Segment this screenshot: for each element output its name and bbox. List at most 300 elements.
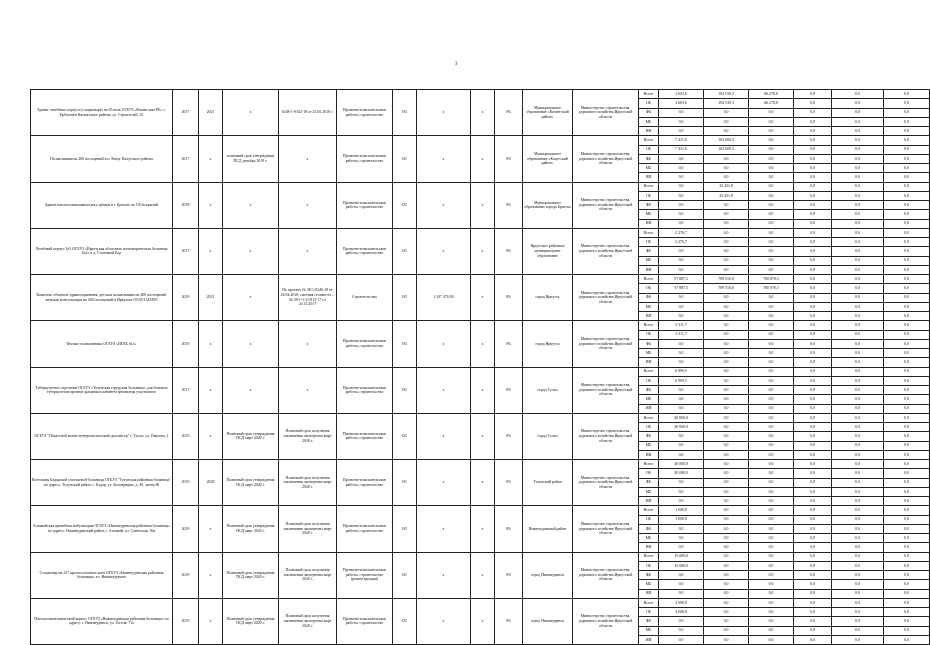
object-name: Алзамайская врачебная амбулатория ОГБУЗ «Нижнеудинская районная больница» по адресу: Нижнеудинский район, г. Алзамай, ул. Советская, 16а <box>31 506 173 552</box>
amount-cell: 0,0 <box>749 617 794 626</box>
amount-cell: 0,0 <box>884 626 930 635</box>
estimated-cost: х <box>417 552 471 598</box>
amount-cell: 0,0 <box>704 367 749 376</box>
amount-cell: 0,0 <box>884 561 930 570</box>
amount-cell: 0,0 <box>704 358 749 367</box>
amount-cell: 0,0 <box>704 386 749 395</box>
amount-cell: 103 600,3 <box>704 145 749 154</box>
amount-cell: 0,0 <box>704 487 749 496</box>
amount-cell: 0,0 <box>659 256 704 265</box>
amount-cell: 0,0 <box>794 238 832 247</box>
object-name: Здание лечебного корпуса (стационара) на 35 коек ОГБУЗ «Катангская РБ» с. Ербогачен Катангского района, ул. Строителей, 25 <box>31 90 173 136</box>
amount-cell: 0,0 <box>884 256 930 265</box>
amount-cell: 0,0 <box>884 210 930 219</box>
ownership-form: ОС <box>393 367 417 413</box>
amount-cell: 0,0 <box>884 117 930 126</box>
amount-cell: 0,0 <box>704 321 749 330</box>
amount-cell: 0,0 <box>794 376 832 385</box>
amount-cell: 0,0 <box>794 312 832 321</box>
amount-cell: 30 000,0 <box>659 423 704 432</box>
psd-approval: х <box>223 275 279 321</box>
amount-cell: 6 999,5 <box>659 376 704 385</box>
funding-source: ОБ <box>639 561 659 570</box>
amount-cell: 0,0 <box>704 608 749 617</box>
amount-cell: 0,0 <box>704 330 749 339</box>
ownership-form: ОС <box>393 136 417 182</box>
amount-cell: 0,0 <box>704 506 749 515</box>
capacity: х <box>471 460 495 506</box>
readiness-percent: 0% <box>495 506 523 552</box>
amount-cell: 0,0 <box>832 367 884 376</box>
end-year: х <box>199 506 223 552</box>
object-name: Патологоанатомический корпус ОГБУЗ «Нижнеудинская районная больница» по адресу: г. Нижнеудинск, ул. Гоголя, 71а <box>31 598 173 644</box>
amount-cell: 0,0 <box>884 238 930 247</box>
amount-cell: 0,0 <box>832 210 884 219</box>
amount-cell: 0,0 <box>749 395 794 404</box>
amount-cell: 0,0 <box>884 367 930 376</box>
funding-source: Всего <box>639 598 659 607</box>
amount-cell: 0,0 <box>884 395 930 404</box>
amount-cell: 0,0 <box>749 441 794 450</box>
amount-cell: 0,0 <box>794 423 832 432</box>
ownership-form: ОС <box>393 275 417 321</box>
amount-cell: 0,0 <box>704 265 749 274</box>
amount-cell: 0,0 <box>659 302 704 311</box>
amount-cell: 0,0 <box>659 534 704 543</box>
amount-cell: 0,0 <box>884 358 930 367</box>
ownership-form: ОС <box>393 413 417 459</box>
amount-cell: 0,0 <box>794 487 832 496</box>
amount-cell: 0,0 <box>884 219 930 228</box>
start-year: 2019 <box>173 275 199 321</box>
amount-cell: 0,0 <box>832 339 884 348</box>
funding-source: Всего <box>639 552 659 561</box>
amount-cell: 0,0 <box>659 450 704 459</box>
capacity: х <box>471 506 495 552</box>
funding-source: Всего <box>639 367 659 376</box>
amount-cell: 0,0 <box>884 302 930 311</box>
amount-cell: 3 603,6 <box>659 99 704 108</box>
amount-cell: 0,0 <box>749 571 794 580</box>
construction-register-table <box>30 89 930 645</box>
amount-cell: 0,0 <box>659 395 704 404</box>
amount-cell: 0,0 <box>659 349 704 358</box>
amount-cell: 0,0 <box>749 506 794 515</box>
amount-cell: 0,0 <box>884 265 930 274</box>
amount-cell: 0,0 <box>749 413 794 422</box>
amount-cell: 0,0 <box>749 626 794 635</box>
funding-source: ИИ <box>639 635 659 644</box>
amount-cell: 0,0 <box>749 561 794 570</box>
amount-cell: 0,0 <box>832 293 884 302</box>
estimated-cost: х <box>417 598 471 644</box>
amount-cell: 0,0 <box>832 469 884 478</box>
funding-source: ОБ <box>639 99 659 108</box>
amount-cell: 0,0 <box>884 432 930 441</box>
amount-cell: 0,0 <box>704 219 749 228</box>
work-type: Проектно-изыскательские работы, строительство <box>337 228 393 274</box>
amount-cell: 0,0 <box>659 173 704 182</box>
amount-cell: 0,0 <box>659 524 704 533</box>
amount-cell: 103 600,3 <box>704 136 749 145</box>
amount-cell: 0,0 <box>794 497 832 506</box>
amount-cell: 0,0 <box>832 191 884 200</box>
funding-source: ИИ <box>639 404 659 413</box>
amount-cell: 0,0 <box>704 349 749 358</box>
capacity: х <box>471 275 495 321</box>
expertise-conclusion: Плановый срок получения заключения экспертизы март 2020 г. <box>279 552 337 598</box>
funding-source: МБ <box>639 302 659 311</box>
amount-cell: 0,0 <box>704 302 749 311</box>
amount-cell: 0,0 <box>884 571 930 580</box>
capacity: х <box>471 367 495 413</box>
work-type: Проектно-изыскательские работы, строительство <box>337 136 393 182</box>
amount-cell: 0,0 <box>832 561 884 570</box>
amount-cell: 0,0 <box>794 145 832 154</box>
amount-cell: 0,0 <box>749 293 794 302</box>
amount-cell: 0,0 <box>659 497 704 506</box>
municipality: город Иркутск <box>523 275 573 321</box>
amount-cell: 0,0 <box>884 478 930 487</box>
amount-cell: 0,0 <box>749 543 794 552</box>
municipality: Иркутское районное муниципальное образование <box>523 228 573 274</box>
municipality: город Тулун <box>523 413 573 459</box>
estimated-cost: х <box>417 321 471 367</box>
table-row <box>31 321 930 330</box>
amount-cell: 0,0 <box>794 506 832 515</box>
amount-cell: 0,0 <box>832 617 884 626</box>
amount-cell: 0,0 <box>794 154 832 163</box>
amount-cell: 0,0 <box>794 284 832 293</box>
amount-cell: 4 000,0 <box>659 598 704 607</box>
amount-cell: 0,0 <box>832 256 884 265</box>
amount-cell: 780 070,5 <box>749 275 794 284</box>
readiness-percent: 0% <box>495 136 523 182</box>
amount-cell: 0,0 <box>794 561 832 570</box>
amount-cell: 0,0 <box>832 117 884 126</box>
psd-approval: Плановый срок утверждения ПСД март 2020 г. <box>223 460 279 506</box>
amount-cell: 0,0 <box>832 543 884 552</box>
amount-cell: 0,0 <box>704 395 749 404</box>
estimated-cost: х <box>417 228 471 274</box>
amount-cell: 3 311,7 <box>659 330 704 339</box>
estimated-cost: х <box>417 460 471 506</box>
table-row <box>31 460 930 469</box>
amount-cell: 0,0 <box>749 312 794 321</box>
amount-cell: 0,0 <box>749 349 794 358</box>
amount-cell: 0,0 <box>659 108 704 117</box>
amount-cell: 0,0 <box>884 127 930 136</box>
amount-cell: 0,0 <box>884 404 930 413</box>
funding-source: ИИ <box>639 589 659 598</box>
funding-source: МБ <box>639 349 659 358</box>
amount-cell: 0,0 <box>749 552 794 561</box>
amount-cell: 0,0 <box>832 312 884 321</box>
amount-cell: 0,0 <box>704 478 749 487</box>
amount-cell: 0,0 <box>884 173 930 182</box>
funding-source: МБ <box>639 580 659 589</box>
ownership-form: ОС <box>393 506 417 552</box>
psd-approval: х <box>223 367 279 413</box>
amount-cell: 780 070,5 <box>749 284 794 293</box>
amount-cell: 0,0 <box>794 580 832 589</box>
amount-cell: 0,0 <box>884 589 930 598</box>
amount-cell: 0,0 <box>884 506 930 515</box>
amount-cell: 0,0 <box>884 524 930 533</box>
funding-source: Всего <box>639 182 659 191</box>
amount-cell: 0,0 <box>704 154 749 163</box>
amount-cell: 0,0 <box>832 154 884 163</box>
amount-cell: 0,0 <box>884 136 930 145</box>
funding-source: ИИ <box>639 450 659 459</box>
amount-cell: 0,0 <box>794 90 832 99</box>
amount-cell: 0,0 <box>659 265 704 274</box>
ownership-form: ОС <box>393 90 417 136</box>
amount-cell: 0,0 <box>884 608 930 617</box>
amount-cell: 30 000,0 <box>659 413 704 422</box>
amount-cell: 0,0 <box>659 201 704 210</box>
amount-cell: 0,0 <box>794 265 832 274</box>
work-type: Проектно-изыскательские работы, строительство <box>337 182 393 228</box>
amount-cell: 0,0 <box>832 571 884 580</box>
amount-cell: 0,0 <box>832 497 884 506</box>
amount-cell: 0,0 <box>749 524 794 533</box>
amount-cell: 0,0 <box>884 598 930 607</box>
funding-source: ОБ <box>639 145 659 154</box>
amount-cell: 57 887,5 <box>659 284 704 293</box>
funding-source: ФБ <box>639 247 659 256</box>
funding-source: МБ <box>639 256 659 265</box>
responsible-executor: Министерство строительства, дорожного хозяйства Иркутской области <box>573 506 639 552</box>
amount-cell: 194 539,3 <box>704 99 749 108</box>
amount-cell: 0,0 <box>704 552 749 561</box>
funding-source: ФБ <box>639 154 659 163</box>
amount-cell: 0,0 <box>659 617 704 626</box>
amount-cell: 0,0 <box>884 145 930 154</box>
work-type: Проектно-изыскательские работы, строительство <box>337 506 393 552</box>
amount-cell: 0,0 <box>794 108 832 117</box>
amount-cell: 0,0 <box>704 238 749 247</box>
amount-cell: 0,0 <box>884 376 930 385</box>
work-type: Проектно-изыскательские работы, строительство <box>337 90 393 136</box>
responsible-executor: Министерство строительства, дорожного хозяйства Иркутской области <box>573 136 639 182</box>
amount-cell: 0,0 <box>704 543 749 552</box>
amount-cell: 0,0 <box>704 201 749 210</box>
amount-cell: 0,0 <box>884 275 930 284</box>
amount-cell: 1 000,0 <box>659 515 704 524</box>
amount-cell: 0,0 <box>794 293 832 302</box>
amount-cell: 0,0 <box>749 108 794 117</box>
amount-cell: 0,0 <box>659 404 704 413</box>
amount-cell: 0,0 <box>794 469 832 478</box>
amount-cell: 0,0 <box>794 404 832 413</box>
amount-cell: 0,0 <box>749 487 794 496</box>
funding-source: ИИ <box>639 127 659 136</box>
start-year: 2019 <box>173 598 199 644</box>
expertise-conclusion: По проекту № 38-1-0246-18 от 26.04.2018, сметная стоимость – № 38-1-1-3-0115-17 от 24.11.2017 <box>279 275 337 321</box>
amount-cell: 0,0 <box>832 238 884 247</box>
ownership-form: ОС <box>393 228 417 274</box>
amount-cell: 0,0 <box>794 413 832 422</box>
amount-cell: 0,0 <box>794 608 832 617</box>
amount-cell: 0,0 <box>749 136 794 145</box>
funding-source: Всего <box>639 321 659 330</box>
amount-cell: 0,0 <box>832 635 884 644</box>
funding-source: ИИ <box>639 543 659 552</box>
amount-cell: 0,0 <box>884 339 930 348</box>
amount-cell: 0,0 <box>659 339 704 348</box>
amount-cell: 35 431,8 <box>704 182 749 191</box>
amount-cell: 0,0 <box>749 154 794 163</box>
ownership-form: ОС <box>393 321 417 367</box>
amount-cell: 0,0 <box>832 108 884 117</box>
funding-source: ОБ <box>639 423 659 432</box>
amount-cell: 0,0 <box>749 376 794 385</box>
amount-cell: 0,0 <box>749 404 794 413</box>
amount-cell: 0,0 <box>832 413 884 422</box>
amount-cell: 0,0 <box>749 191 794 200</box>
amount-cell: 0,0 <box>884 330 930 339</box>
funding-source: МБ <box>639 210 659 219</box>
amount-cell: 0,0 <box>884 423 930 432</box>
amount-cell: 0,0 <box>704 450 749 459</box>
amount-cell: 0,0 <box>832 460 884 469</box>
amount-cell: 0,0 <box>884 99 930 108</box>
amount-cell: 0,0 <box>794 164 832 173</box>
funding-source: ИИ <box>639 312 659 321</box>
amount-cell: 0,0 <box>884 154 930 163</box>
amount-cell: 0,0 <box>832 580 884 589</box>
amount-cell: 0,0 <box>794 589 832 598</box>
table-row <box>31 228 930 237</box>
amount-cell: 0,0 <box>704 210 749 219</box>
amount-cell: 35 431,8 <box>704 191 749 200</box>
funding-source: ФБ <box>639 108 659 117</box>
table-row <box>31 506 930 515</box>
page-number: 3 <box>455 62 458 67</box>
funding-source: ИИ <box>639 497 659 506</box>
amount-cell: 0,0 <box>749 201 794 210</box>
amount-cell: 7 431,0 <box>659 136 704 145</box>
amount-cell: 0,0 <box>794 386 832 395</box>
amount-cell: 0,0 <box>749 219 794 228</box>
psd-approval: Плановый срок утверждения ПСД март 2020 г. <box>223 598 279 644</box>
amount-cell: 0,0 <box>704 256 749 265</box>
amount-cell: 0,0 <box>794 534 832 543</box>
amount-cell: 0,0 <box>832 506 884 515</box>
amount-cell: 0,0 <box>659 580 704 589</box>
amount-cell: 0,0 <box>832 173 884 182</box>
amount-cell: 0,0 <box>832 432 884 441</box>
ownership-form: ОС <box>393 552 417 598</box>
responsible-executor: Министерство строительства, дорожного хозяйства Иркутской области <box>573 182 639 228</box>
amount-cell: 0,0 <box>749 386 794 395</box>
table-row <box>31 598 930 607</box>
end-year: х <box>199 182 223 228</box>
funding-source: ФБ <box>639 339 659 348</box>
amount-cell: 2 276,7 <box>659 238 704 247</box>
capacity: х <box>471 228 495 274</box>
readiness-percent: 0% <box>495 321 523 367</box>
amount-cell: 0,0 <box>794 626 832 635</box>
amount-cell: 0,0 <box>749 367 794 376</box>
amount-cell: 0,0 <box>794 450 832 459</box>
capacity: х <box>471 413 495 459</box>
psd-approval: Плановый срок утверждения ПСД март 2020 г. <box>223 552 279 598</box>
start-year: 2019 <box>173 552 199 598</box>
amount-cell: 0,0 <box>832 423 884 432</box>
work-type: Проектно-изыскательские работы, строительство <box>337 598 393 644</box>
amount-cell: 0,0 <box>659 182 704 191</box>
amount-cell: 15 000,0 <box>659 561 704 570</box>
amount-cell: 0,0 <box>749 182 794 191</box>
end-year: х <box>199 552 223 598</box>
expertise-conclusion: х <box>279 367 337 413</box>
responsible-executor: Министерство строительства, дорожного хозяйства Иркутской области <box>573 460 639 506</box>
amount-cell: 0,0 <box>794 117 832 126</box>
start-year: 2017 <box>173 136 199 182</box>
amount-cell: 0,0 <box>749 173 794 182</box>
amount-cell: 0,0 <box>659 441 704 450</box>
amount-cell: 0,0 <box>794 395 832 404</box>
amount-cell: 0,0 <box>832 358 884 367</box>
readiness-percent: 0% <box>495 367 523 413</box>
amount-cell: 0,0 <box>704 589 749 598</box>
expertise-conclusion: №38-1-0332-18 от 25.05.2018 г. <box>279 90 337 136</box>
end-year: х <box>199 598 223 644</box>
funding-source: Всего <box>639 136 659 145</box>
amount-cell: 0,0 <box>884 349 930 358</box>
work-type: Строительство <box>337 275 393 321</box>
object-name: Поликлиника на 200 посещений в п. Качуг Качугского района <box>31 136 173 182</box>
amount-cell: 0,0 <box>884 487 930 496</box>
municipality: Муниципальное образование города Братска <box>523 182 573 228</box>
amount-cell: 0,0 <box>884 108 930 117</box>
funding-source: ОБ <box>639 608 659 617</box>
expertise-conclusion: Плановый срок получения заключения экспертизы март 2020 г. <box>279 460 337 506</box>
estimated-cost: х <box>417 413 471 459</box>
start-year: 2019 <box>173 460 199 506</box>
amount-cell: 0,0 <box>794 358 832 367</box>
amount-cell: 0,0 <box>832 450 884 459</box>
amount-cell: 0,0 <box>794 635 832 644</box>
amount-cell: 0,0 <box>794 515 832 524</box>
capacity: х <box>471 321 495 367</box>
amount-cell: 0,0 <box>884 552 930 561</box>
amount-cell: 0,0 <box>832 247 884 256</box>
amount-cell: 0,0 <box>884 469 930 478</box>
amount-cell: 0,0 <box>704 376 749 385</box>
municipality: город Иркутск <box>523 321 573 367</box>
amount-cell: 0,0 <box>704 441 749 450</box>
work-type: Проектно-изыскательские работы, строительство <box>337 413 393 459</box>
amount-cell: 0,0 <box>749 608 794 617</box>
funding-source: Всего <box>639 460 659 469</box>
table-row <box>31 552 930 561</box>
amount-cell: 0,0 <box>704 571 749 580</box>
amount-cell: 0,0 <box>832 589 884 598</box>
table-row <box>31 367 930 376</box>
amount-cell: 0,0 <box>832 201 884 210</box>
amount-cell: 0,0 <box>704 164 749 173</box>
amount-cell: 0,0 <box>832 349 884 358</box>
start-year: 2017 <box>173 228 199 274</box>
amount-cell: 0,0 <box>749 469 794 478</box>
amount-cell: 0,0 <box>832 524 884 533</box>
work-type: Проектно-изыскательские работы, строительство <box>337 367 393 413</box>
amount-cell: 1 000,0 <box>659 506 704 515</box>
funding-source: МБ <box>639 117 659 126</box>
